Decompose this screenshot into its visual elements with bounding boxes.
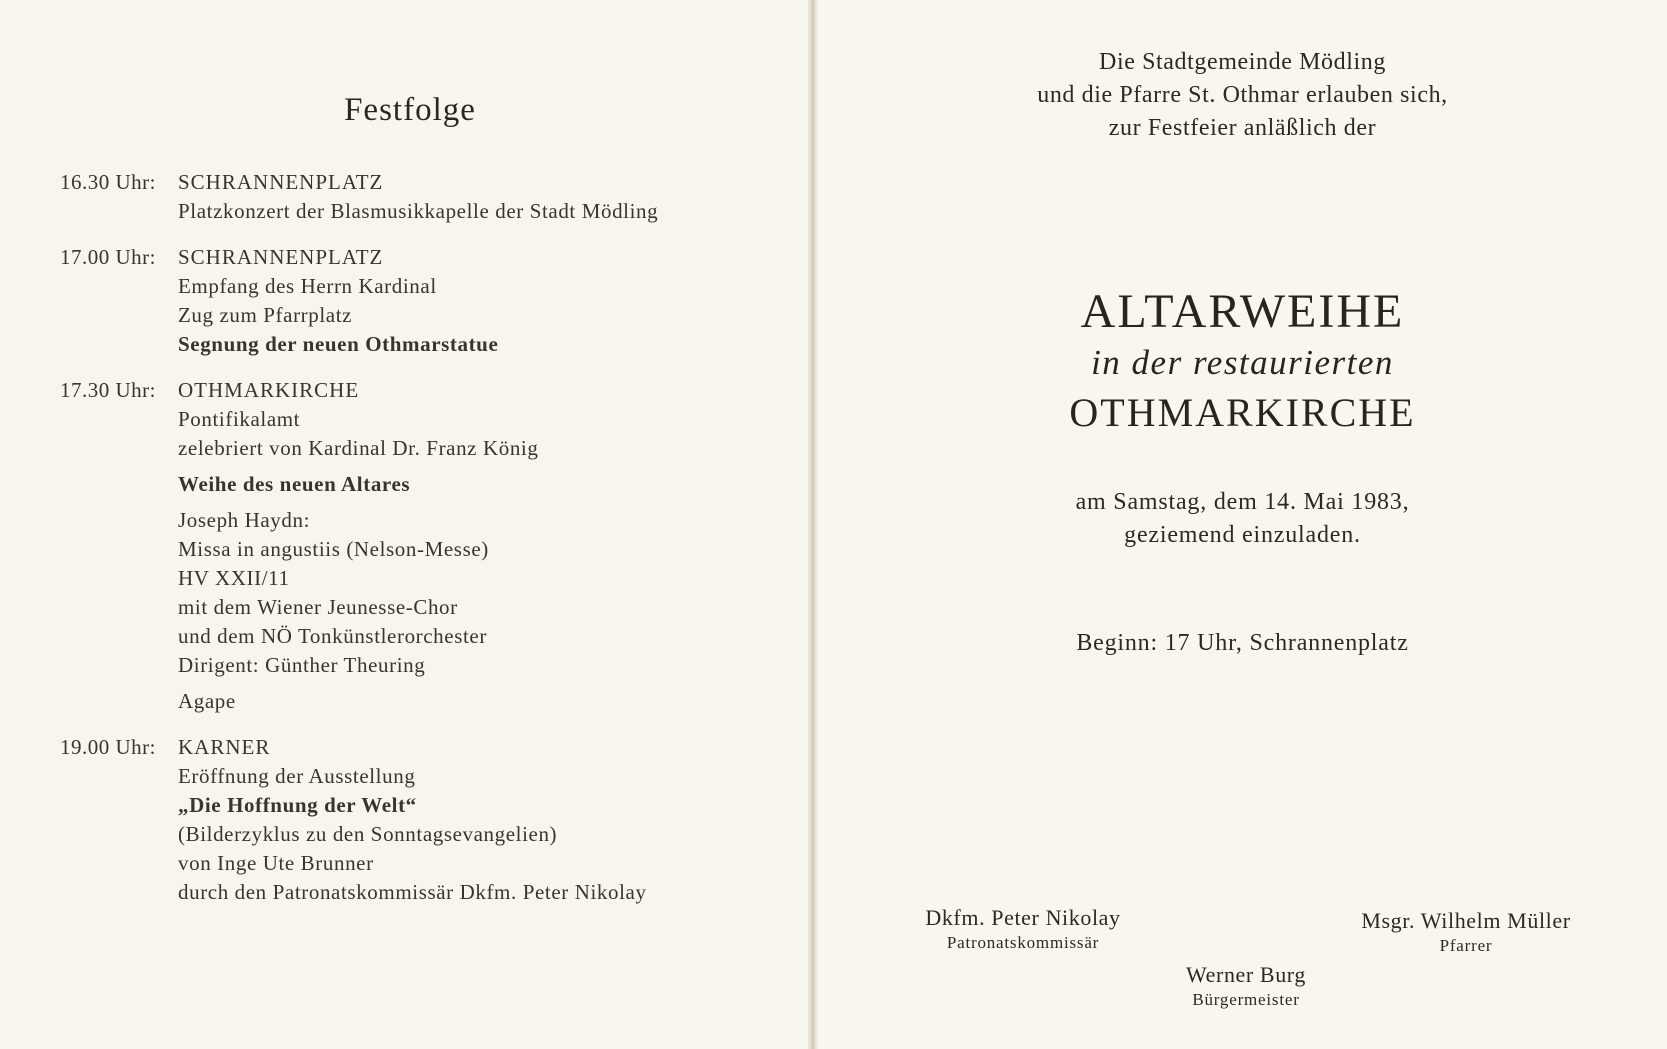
signatory-name: Dkfm. Peter Nikolay bbox=[925, 905, 1121, 930]
event-subtitle: in der restaurierten bbox=[1091, 343, 1394, 382]
program-line: HV XXII/11 bbox=[178, 566, 290, 590]
event-date bbox=[818, 486, 1667, 552]
program-line: Empfang des Herrn Kardinal bbox=[178, 274, 437, 298]
program-line: „Die Hoffnung der Welt“ bbox=[178, 793, 417, 817]
program-details bbox=[178, 733, 780, 907]
program-venue: SCHRANNENPLATZ bbox=[178, 245, 384, 269]
invitation-page bbox=[818, 0, 1667, 1049]
event-headline bbox=[818, 284, 1667, 440]
program-venue: OTHMARKIRCHE bbox=[178, 378, 360, 402]
page-fold bbox=[808, 0, 818, 1049]
date-line: geziemend einzuladen. bbox=[1124, 522, 1361, 548]
program-time: 16.30 Uhr: bbox=[60, 170, 156, 194]
program-entry bbox=[60, 733, 780, 907]
event-church: OTHMARKIRCHE bbox=[1069, 390, 1416, 435]
program-line: Joseph Haydn: bbox=[178, 508, 311, 532]
program-time: 19.00 Uhr: bbox=[60, 735, 156, 759]
program-venue: SCHRANNENPLATZ bbox=[178, 170, 384, 194]
program-venue: KARNER bbox=[178, 735, 271, 759]
program-line: Zug zum Pfarrplatz bbox=[178, 303, 353, 327]
program-details bbox=[178, 168, 780, 226]
program-entry bbox=[60, 376, 780, 716]
signatory-name: Werner Burg bbox=[1186, 962, 1306, 987]
signatory-role: Bürgermeister bbox=[1192, 990, 1300, 1009]
program-line: Dirigent: Günther Theuring bbox=[178, 653, 426, 677]
program-line: Pontifikalamt bbox=[178, 407, 301, 431]
signatory-name: Msgr. Wilhelm Müller bbox=[1361, 908, 1571, 933]
program-line: zelebriert von Kardinal Dr. Franz König bbox=[178, 436, 539, 460]
start-time: Beginn: 17 Uhr, Schrannenplatz bbox=[1076, 630, 1409, 656]
program-line: Weihe des neuen Altares bbox=[178, 472, 411, 496]
program-list bbox=[60, 168, 780, 924]
signatory-role: Patronatskommissär bbox=[946, 933, 1100, 952]
program-line: (Bilderzyklus zu den Sonntagsevangelien) bbox=[178, 822, 558, 846]
event-title: ALTARWEIHE bbox=[1080, 285, 1405, 338]
signatory-patron bbox=[903, 904, 1143, 954]
program-time: 17.30 Uhr: bbox=[60, 378, 156, 402]
program-line: Eröffnung der Ausstellung bbox=[178, 764, 416, 788]
intro-line: zur Festfeier anläßlich der bbox=[1108, 115, 1377, 141]
program-line: mit dem Wiener Jeunesse-Chor bbox=[178, 595, 458, 619]
date-line: am Samstag, dem 14. Mai 1983, bbox=[1075, 489, 1410, 515]
program-details bbox=[178, 376, 780, 716]
intro-line: Die Stadtgemeinde Mödling bbox=[1099, 49, 1386, 75]
program-line: durch den Patronatskommissär Dkfm. Peter Nikolay bbox=[178, 880, 647, 904]
program-line: von Inge Ute Brunner bbox=[178, 851, 374, 875]
program-page bbox=[0, 0, 808, 1049]
program-details bbox=[178, 243, 780, 359]
program-line: Platzkonzert der Blasmusikkapelle der Stadt Mödling bbox=[178, 199, 659, 223]
intro-line: und die Pfarre St. Othmar erlauben sich, bbox=[1037, 82, 1448, 108]
invitation-intro bbox=[818, 46, 1667, 145]
program-line: und dem NÖ Tonkünstlerorchester bbox=[178, 624, 487, 648]
program-entry bbox=[60, 168, 780, 226]
program-line: Segnung der neuen Othmarstatue bbox=[178, 332, 499, 356]
program-time: 17.00 Uhr: bbox=[60, 245, 156, 269]
signatory-pastor bbox=[1346, 907, 1586, 957]
program-line: Missa in angustiis (Nelson-Messe) bbox=[178, 537, 489, 561]
program-title: Festfolge bbox=[344, 92, 476, 128]
program-line: Agape bbox=[178, 689, 236, 713]
program-entry bbox=[60, 243, 780, 359]
signatory-mayor bbox=[1126, 961, 1366, 1011]
signatory-role: Pfarrer bbox=[1439, 936, 1493, 955]
